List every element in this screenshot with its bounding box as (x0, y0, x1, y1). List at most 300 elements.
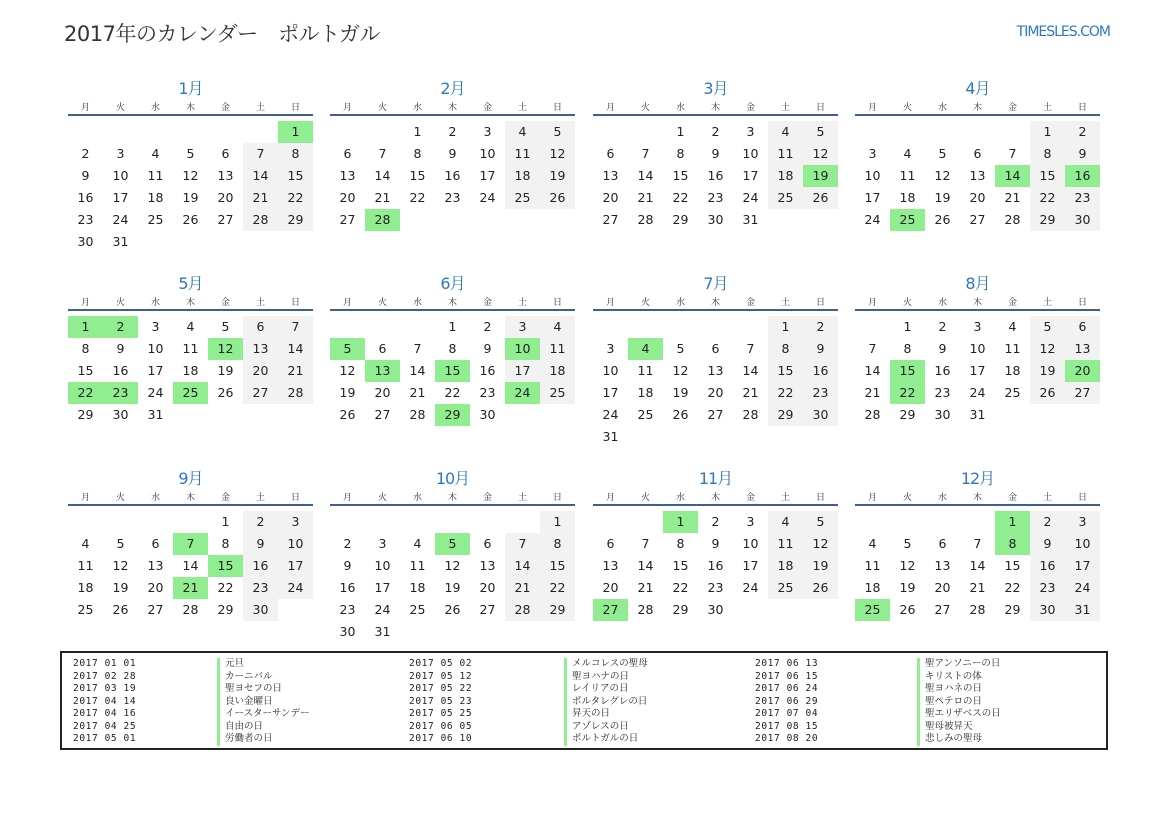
weekday-header: 金 (745, 103, 755, 113)
holiday-day-cell: 10 (505, 338, 540, 360)
holiday-date: 2017 04 14 (73, 695, 137, 707)
day-cell: 1 (903, 319, 912, 334)
weekday-header: 水 (412, 298, 422, 308)
day-cell: 10 (147, 341, 164, 356)
day-cell: 16 (1030, 555, 1065, 577)
weekday-header: 金 (220, 493, 230, 503)
day-cell: 19 (182, 190, 199, 205)
day-cell: 9 (1030, 533, 1065, 555)
day-cell: 20 (217, 190, 234, 205)
weekday-header: 水 (675, 298, 685, 308)
day-cell: 31 (374, 624, 391, 639)
day-cell: 1 (448, 319, 457, 334)
day-cell: 31 (1065, 599, 1100, 621)
weekday-header: 木 (185, 493, 195, 503)
day-cell: 13 (707, 363, 724, 378)
weekday-header: 木 (185, 298, 195, 308)
day-cell: 7 (413, 341, 422, 356)
day-cell: 28 (637, 602, 654, 617)
day-cell: 6 (606, 146, 615, 161)
day-cell: 4 (151, 146, 160, 161)
day-cell: 13 (934, 558, 951, 573)
day-cell: 10 (742, 146, 759, 161)
holiday-date: 2017 06 29 (755, 695, 819, 707)
day-cell: 29 (278, 209, 313, 231)
day-cell: 30 (77, 234, 94, 249)
day-cell: 11 (182, 341, 199, 356)
month-name: 1月 (178, 79, 203, 98)
holiday-date: 2017 08 15 (755, 720, 819, 732)
day-cell: 22 (1030, 187, 1065, 209)
day-cell: 20 (934, 580, 951, 595)
day-cell: 30 (479, 407, 496, 422)
day-cell: 21 (969, 580, 986, 595)
day-cell: 11 (768, 533, 803, 555)
holiday-day-cell: 23 (103, 382, 138, 404)
holiday-name: 聖アンソニーの日 (917, 658, 1000, 671)
day-cell: 9 (343, 558, 352, 573)
weekday-header: 土 (780, 103, 790, 113)
day-cell: 22 (768, 382, 803, 404)
holiday-day-cell: 13 (365, 360, 400, 382)
holiday-day-cell: 15 (435, 360, 470, 382)
day-cell: 5 (938, 146, 947, 161)
day-cell: 20 (602, 580, 619, 595)
holiday-date: 2017 05 01 (73, 733, 137, 744)
weekday-header: 日 (290, 298, 300, 308)
weekday-header: 火 (902, 103, 912, 113)
weekday-header: 金 (220, 298, 230, 308)
month-header-rule (855, 309, 1100, 311)
weekday-header: 金 (745, 493, 755, 503)
day-cell: 23 (339, 602, 356, 617)
month-header-rule (593, 504, 838, 506)
day-cell: 27 (934, 602, 951, 617)
weekday-header: 日 (1077, 493, 1087, 503)
day-cell: 17 (969, 363, 986, 378)
day-cell: 11 (899, 168, 916, 183)
day-cell: 29 (768, 404, 803, 426)
day-cell: 4 (186, 319, 195, 334)
day-cell: 2 (1065, 121, 1100, 143)
holiday-date: 2017 06 05 (409, 720, 473, 732)
weekday-header: 金 (482, 298, 492, 308)
holiday-name: カーニバル (217, 671, 273, 684)
weekday-header: 木 (447, 298, 457, 308)
day-cell: 12 (540, 143, 575, 165)
day-cell: 28 (409, 407, 426, 422)
day-cell: 1 (413, 124, 422, 139)
day-cell: 22 (409, 190, 426, 205)
weekday-header: 日 (290, 103, 300, 113)
day-cell: 11 (540, 338, 575, 360)
weekday-header: 火 (640, 298, 650, 308)
day-cell: 17 (479, 168, 496, 183)
day-cell: 1 (768, 316, 803, 338)
day-cell: 23 (707, 580, 724, 595)
day-cell: 31 (969, 407, 986, 422)
day-cell: 20 (602, 190, 619, 205)
weekday-header: 日 (815, 103, 825, 113)
day-cell: 12 (339, 363, 356, 378)
day-cell: 29 (672, 212, 689, 227)
day-cell: 19 (803, 555, 838, 577)
day-cell: 15 (409, 168, 426, 183)
day-cell: 15 (768, 360, 803, 382)
day-cell: 19 (339, 385, 356, 400)
day-cell: 30 (707, 212, 724, 227)
day-cell: 23 (934, 385, 951, 400)
day-cell: 29 (540, 599, 575, 621)
day-cell: 23 (479, 385, 496, 400)
day-cell: 7 (746, 341, 755, 356)
day-cell: 14 (742, 363, 759, 378)
holiday-day-cell: 5 (330, 338, 365, 360)
day-cell: 18 (768, 165, 803, 187)
day-cell: 8 (676, 146, 685, 161)
day-cell: 25 (505, 187, 540, 209)
day-cell: 17 (112, 190, 129, 205)
day-cell: 16 (444, 168, 461, 183)
weekday-header: 火 (377, 493, 387, 503)
day-cell: 2 (711, 514, 720, 529)
month-name: 8月 (965, 274, 990, 293)
day-cell: 11 (505, 143, 540, 165)
day-cell: 4 (540, 316, 575, 338)
day-cell: 19 (112, 580, 129, 595)
day-cell: 26 (112, 602, 129, 617)
holiday-day-cell: 24 (505, 382, 540, 404)
holiday-name: 聖ヨハネの日 (917, 683, 982, 696)
day-cell: 10 (742, 536, 759, 551)
day-cell: 18 (864, 580, 881, 595)
holiday-day-cell: 25 (173, 382, 208, 404)
holiday-day-cell: 15 (890, 360, 925, 382)
day-cell: 6 (938, 536, 947, 551)
month-header-rule (855, 504, 1100, 506)
day-cell: 2 (711, 124, 720, 139)
day-cell: 17 (742, 558, 759, 573)
day-cell: 11 (1004, 341, 1021, 356)
day-cell: 14 (505, 555, 540, 577)
day-cell: 21 (409, 385, 426, 400)
weekday-header: 金 (1007, 103, 1017, 113)
holiday-date: 2017 06 24 (755, 683, 819, 694)
holiday-date: 2017 05 25 (409, 708, 473, 719)
day-cell: 20 (707, 385, 724, 400)
weekday-header: 土 (1042, 493, 1052, 503)
holiday-day-cell: 25 (890, 209, 925, 231)
day-cell: 26 (899, 602, 916, 617)
day-cell: 27 (217, 212, 234, 227)
day-cell: 10 (1065, 533, 1100, 555)
day-cell: 11 (637, 363, 654, 378)
weekday-header: 木 (447, 493, 457, 503)
day-cell: 8 (1030, 143, 1065, 165)
holiday-name: 良い金曜日 (217, 696, 273, 709)
day-cell: 16 (707, 558, 724, 573)
day-cell: 29 (77, 407, 94, 422)
day-cell: 7 (505, 533, 540, 555)
day-cell: 28 (969, 602, 986, 617)
month-name: 5月 (178, 274, 203, 293)
weekday-header: 水 (150, 493, 160, 503)
day-cell: 28 (243, 209, 278, 231)
day-cell: 9 (938, 341, 947, 356)
day-cell: 7 (641, 146, 650, 161)
weekday-header: 水 (412, 103, 422, 113)
day-cell: 20 (374, 385, 391, 400)
day-cell: 15 (1030, 165, 1065, 187)
day-cell: 27 (969, 212, 986, 227)
weekday-header: 木 (185, 103, 195, 113)
day-cell: 13 (339, 168, 356, 183)
day-cell: 13 (479, 558, 496, 573)
weekday-header: 土 (255, 103, 265, 113)
day-cell: 25 (1004, 385, 1021, 400)
day-cell: 17 (602, 385, 619, 400)
weekday-header: 土 (1042, 298, 1052, 308)
day-cell: 22 (672, 190, 689, 205)
day-cell: 17 (278, 555, 313, 577)
day-cell: 14 (278, 338, 313, 360)
day-cell: 24 (147, 385, 164, 400)
day-cell: 10 (374, 558, 391, 573)
day-cell: 23 (1065, 187, 1100, 209)
day-cell: 5 (116, 536, 125, 551)
day-cell: 6 (221, 146, 230, 161)
day-cell: 8 (448, 341, 457, 356)
weekday-header: 土 (517, 298, 527, 308)
day-cell: 18 (1004, 363, 1021, 378)
day-cell: 12 (182, 168, 199, 183)
holiday-date: 2017 06 13 (755, 658, 819, 669)
day-cell: 26 (803, 187, 838, 209)
day-cell: 22 (217, 580, 234, 595)
day-cell: 8 (81, 341, 90, 356)
day-cell: 6 (151, 536, 160, 551)
day-cell: 3 (483, 124, 492, 139)
holiday-name: 自由の日 (217, 721, 263, 734)
day-cell: 20 (243, 360, 278, 382)
day-cell: 15 (77, 363, 94, 378)
day-cell: 4 (1008, 319, 1017, 334)
holiday-date: 2017 02 28 (73, 670, 137, 682)
day-cell: 19 (672, 385, 689, 400)
holiday-name: 悲しみの聖母 (917, 733, 982, 746)
weekday-header: 火 (902, 493, 912, 503)
weekday-header: 水 (150, 298, 160, 308)
day-cell: 7 (378, 146, 387, 161)
holiday-date: 2017 01 01 (73, 658, 137, 669)
day-cell: 12 (672, 363, 689, 378)
holiday-day-cell: 21 (173, 577, 208, 599)
day-cell: 11 (768, 143, 803, 165)
day-cell: 11 (147, 168, 164, 183)
holiday-day-cell: 28 (365, 209, 400, 231)
day-cell: 1 (221, 514, 230, 529)
holiday-day-cell: 1 (663, 511, 698, 533)
day-cell: 26 (217, 385, 234, 400)
day-cell: 29 (1004, 602, 1021, 617)
holiday-day-cell: 14 (995, 165, 1030, 187)
month-name: 4月 (965, 79, 990, 98)
holiday-date: 2017 04 16 (73, 708, 137, 719)
holiday-name: イースターサンデー (217, 708, 310, 721)
day-cell: 24 (112, 212, 129, 227)
holiday-day-cell: 19 (803, 165, 838, 187)
day-cell: 11 (864, 558, 881, 573)
day-cell: 3 (278, 511, 313, 533)
weekday-header: 木 (710, 493, 720, 503)
holiday-day-cell: 5 (435, 533, 470, 555)
day-cell: 24 (969, 385, 986, 400)
day-cell: 29 (1030, 209, 1065, 231)
day-cell: 5 (803, 511, 838, 533)
day-cell: 20 (969, 190, 986, 205)
day-cell: 22 (1004, 580, 1021, 595)
day-cell: 7 (278, 316, 313, 338)
day-cell: 27 (339, 212, 356, 227)
day-cell: 2 (448, 124, 457, 139)
day-cell: 9 (81, 168, 90, 183)
weekday-header: 火 (115, 493, 125, 503)
day-cell: 18 (147, 190, 164, 205)
day-cell: 10 (278, 533, 313, 555)
day-cell: 28 (742, 407, 759, 422)
day-cell: 21 (637, 190, 654, 205)
weekday-header: 月 (80, 493, 90, 503)
weekday-header: 金 (1007, 493, 1017, 503)
day-cell: 6 (973, 146, 982, 161)
weekday-header: 水 (675, 103, 685, 113)
day-cell: 9 (803, 338, 838, 360)
weekday-header: 木 (972, 298, 982, 308)
holiday-list (60, 651, 1108, 750)
day-cell: 10 (112, 168, 129, 183)
day-cell: 1 (540, 511, 575, 533)
day-cell: 25 (637, 407, 654, 422)
day-cell: 23 (77, 212, 94, 227)
day-cell: 17 (505, 360, 540, 382)
site-name: TIMESLES.COM (1016, 24, 1110, 40)
day-cell: 18 (637, 385, 654, 400)
day-cell: 4 (903, 146, 912, 161)
weekday-header: 土 (780, 493, 790, 503)
day-cell: 25 (147, 212, 164, 227)
day-cell: 21 (742, 385, 759, 400)
day-cell: 28 (278, 382, 313, 404)
day-cell: 8 (278, 143, 313, 165)
month-header-rule (593, 309, 838, 311)
day-cell: 16 (479, 363, 496, 378)
holiday-date: 2017 06 15 (755, 670, 819, 682)
day-cell: 13 (217, 168, 234, 183)
day-cell: 6 (606, 536, 615, 551)
day-cell: 8 (221, 536, 230, 551)
day-cell: 26 (540, 187, 575, 209)
day-cell: 26 (672, 407, 689, 422)
day-cell: 1 (676, 124, 685, 139)
weekday-header: 月 (605, 493, 615, 503)
day-cell: 10 (969, 341, 986, 356)
day-cell: 25 (540, 382, 575, 404)
weekday-header: 金 (482, 493, 492, 503)
day-cell: 3 (973, 319, 982, 334)
day-cell: 25 (768, 577, 803, 599)
weekday-header: 日 (552, 298, 562, 308)
day-cell: 24 (278, 577, 313, 599)
day-cell: 24 (864, 212, 881, 227)
day-cell: 4 (868, 536, 877, 551)
day-cell: 2 (803, 316, 838, 338)
holiday-day-cell: 12 (208, 338, 243, 360)
month-name: 6月 (440, 274, 465, 293)
day-cell: 15 (672, 558, 689, 573)
weekday-header: 日 (552, 493, 562, 503)
day-cell: 8 (676, 536, 685, 551)
weekday-header: 火 (115, 103, 125, 113)
day-cell: 10 (479, 146, 496, 161)
weekday-header: 金 (220, 103, 230, 113)
day-cell: 5 (803, 121, 838, 143)
day-cell: 19 (1030, 360, 1065, 382)
day-cell: 31 (602, 429, 619, 444)
month-header-rule (330, 309, 575, 311)
day-cell: 7 (1008, 146, 1017, 161)
day-cell: 6 (343, 146, 352, 161)
day-cell: 3 (606, 341, 615, 356)
day-cell: 12 (112, 558, 129, 573)
weekday-header: 火 (377, 298, 387, 308)
weekday-header: 土 (517, 103, 527, 113)
day-cell: 6 (1065, 316, 1100, 338)
weekday-header: 木 (710, 298, 720, 308)
holiday-day-cell: 4 (628, 338, 663, 360)
holiday-date: 2017 07 04 (755, 708, 819, 719)
day-cell: 8 (413, 146, 422, 161)
day-cell: 7 (641, 536, 650, 551)
day-cell: 27 (479, 602, 496, 617)
day-cell: 4 (505, 121, 540, 143)
weekday-header: 水 (150, 103, 160, 113)
day-cell: 12 (934, 168, 951, 183)
month-header-rule (68, 114, 313, 116)
holiday-name: 聖エリザベスの日 (917, 708, 1001, 721)
day-cell: 16 (77, 190, 94, 205)
month-header-rule (68, 309, 313, 311)
day-cell: 17 (374, 580, 391, 595)
weekday-header: 水 (937, 493, 947, 503)
day-cell: 19 (899, 580, 916, 595)
day-cell: 31 (147, 407, 164, 422)
day-cell: 23 (1030, 577, 1065, 599)
day-cell: 17 (742, 168, 759, 183)
day-cell: 17 (147, 363, 164, 378)
day-cell: 8 (540, 533, 575, 555)
weekday-header: 水 (412, 493, 422, 503)
day-cell: 27 (243, 382, 278, 404)
day-cell: 22 (672, 580, 689, 595)
day-cell: 27 (374, 407, 391, 422)
day-cell: 5 (186, 146, 195, 161)
day-cell: 26 (182, 212, 199, 227)
day-cell: 4 (768, 121, 803, 143)
day-cell: 2 (938, 319, 947, 334)
day-cell: 7 (243, 143, 278, 165)
day-cell: 7 (973, 536, 982, 551)
weekday-header: 土 (255, 493, 265, 503)
